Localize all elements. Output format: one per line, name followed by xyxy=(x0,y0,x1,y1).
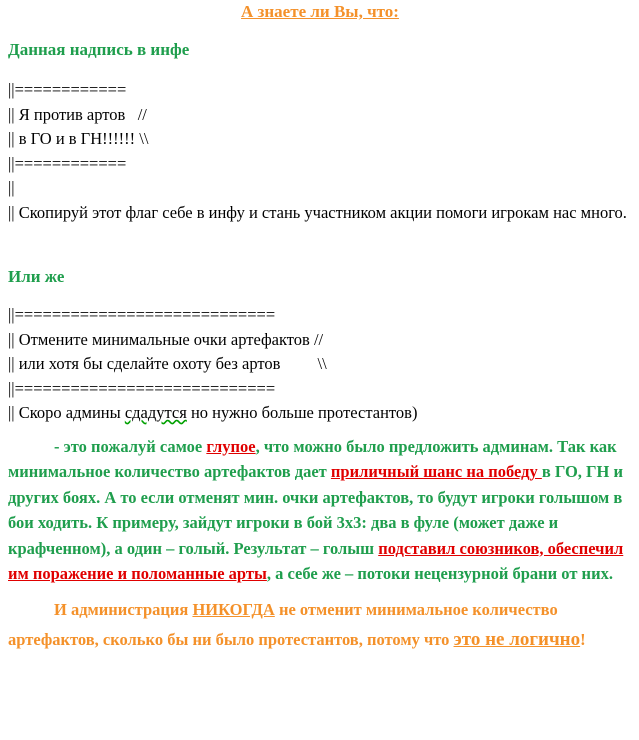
para-text: , а себе же – потоки нецензурной брани от них. xyxy=(266,564,613,583)
para-text: ! xyxy=(580,629,586,649)
highlight-not-logical: это не логично xyxy=(453,628,581,650)
flag2-line xyxy=(8,401,632,426)
flag1-line: || xyxy=(8,178,15,197)
flag1-line: ||============ xyxy=(8,153,127,173)
para-text: - это пожалуй самое xyxy=(54,436,207,456)
flag1-line: || Скопируй этот флаг себе в инфу и стань участником акции помоги игрокам нас много. xyxy=(8,202,627,222)
flag2-line: ||============================ xyxy=(8,305,276,324)
paragraph-argument xyxy=(8,434,632,587)
flag1-line: ||============ xyxy=(8,80,127,99)
highlight-red: подставил союзников, обеспечил им поражение и поломанные арты xyxy=(8,538,624,583)
highlight-red: приличный шанс на победу xyxy=(330,462,542,481)
heading-info-text: Данная надпись в инфе xyxy=(8,40,190,59)
flag2-text: || Скоро админы xyxy=(8,403,125,422)
para-text: , что можно было предложить админам. Так как минимальное количество артефактов дает xyxy=(8,436,617,481)
flag1-line: || Я против артов // xyxy=(8,104,147,124)
flag-block-1 xyxy=(8,78,632,225)
document xyxy=(8,0,632,655)
highlight-never: НИКОГДА xyxy=(192,599,275,619)
highlight-red: глупое xyxy=(206,436,256,456)
flag2-line: || Отмените минимальные очки артефактов // xyxy=(8,329,324,349)
page-title: А знаете ли Вы, что: xyxy=(241,2,399,21)
para-text: И администрация xyxy=(54,599,193,619)
flag2-text: но нужно больше протестантов) xyxy=(186,403,418,422)
paragraph-conclusion xyxy=(8,595,632,655)
para-text: в ГО, ГН и других боях. А то если отменят мин. очки артефактов, то будут игроки голышом в бои ходить. К примеру, зайдут игроки в бой 3х3: два в фуле (может даже и крафченном), а один – голый. Результат – голыш xyxy=(8,462,624,558)
heading-or: Или же xyxy=(8,267,65,286)
spellcheck-word: сдадутся xyxy=(124,403,187,422)
flag1-line: || в ГО и в ГН!!!!!! \\ xyxy=(8,129,149,148)
para-text: не отменит минимальное количество артефактов, сколько бы ни было протестантов, потому что xyxy=(8,599,558,649)
flag-block-2 xyxy=(8,303,632,426)
flag2-line: || или хотя бы сделайте охоту без артов \\ xyxy=(8,354,327,373)
flag2-line: ||============================ xyxy=(8,378,276,398)
